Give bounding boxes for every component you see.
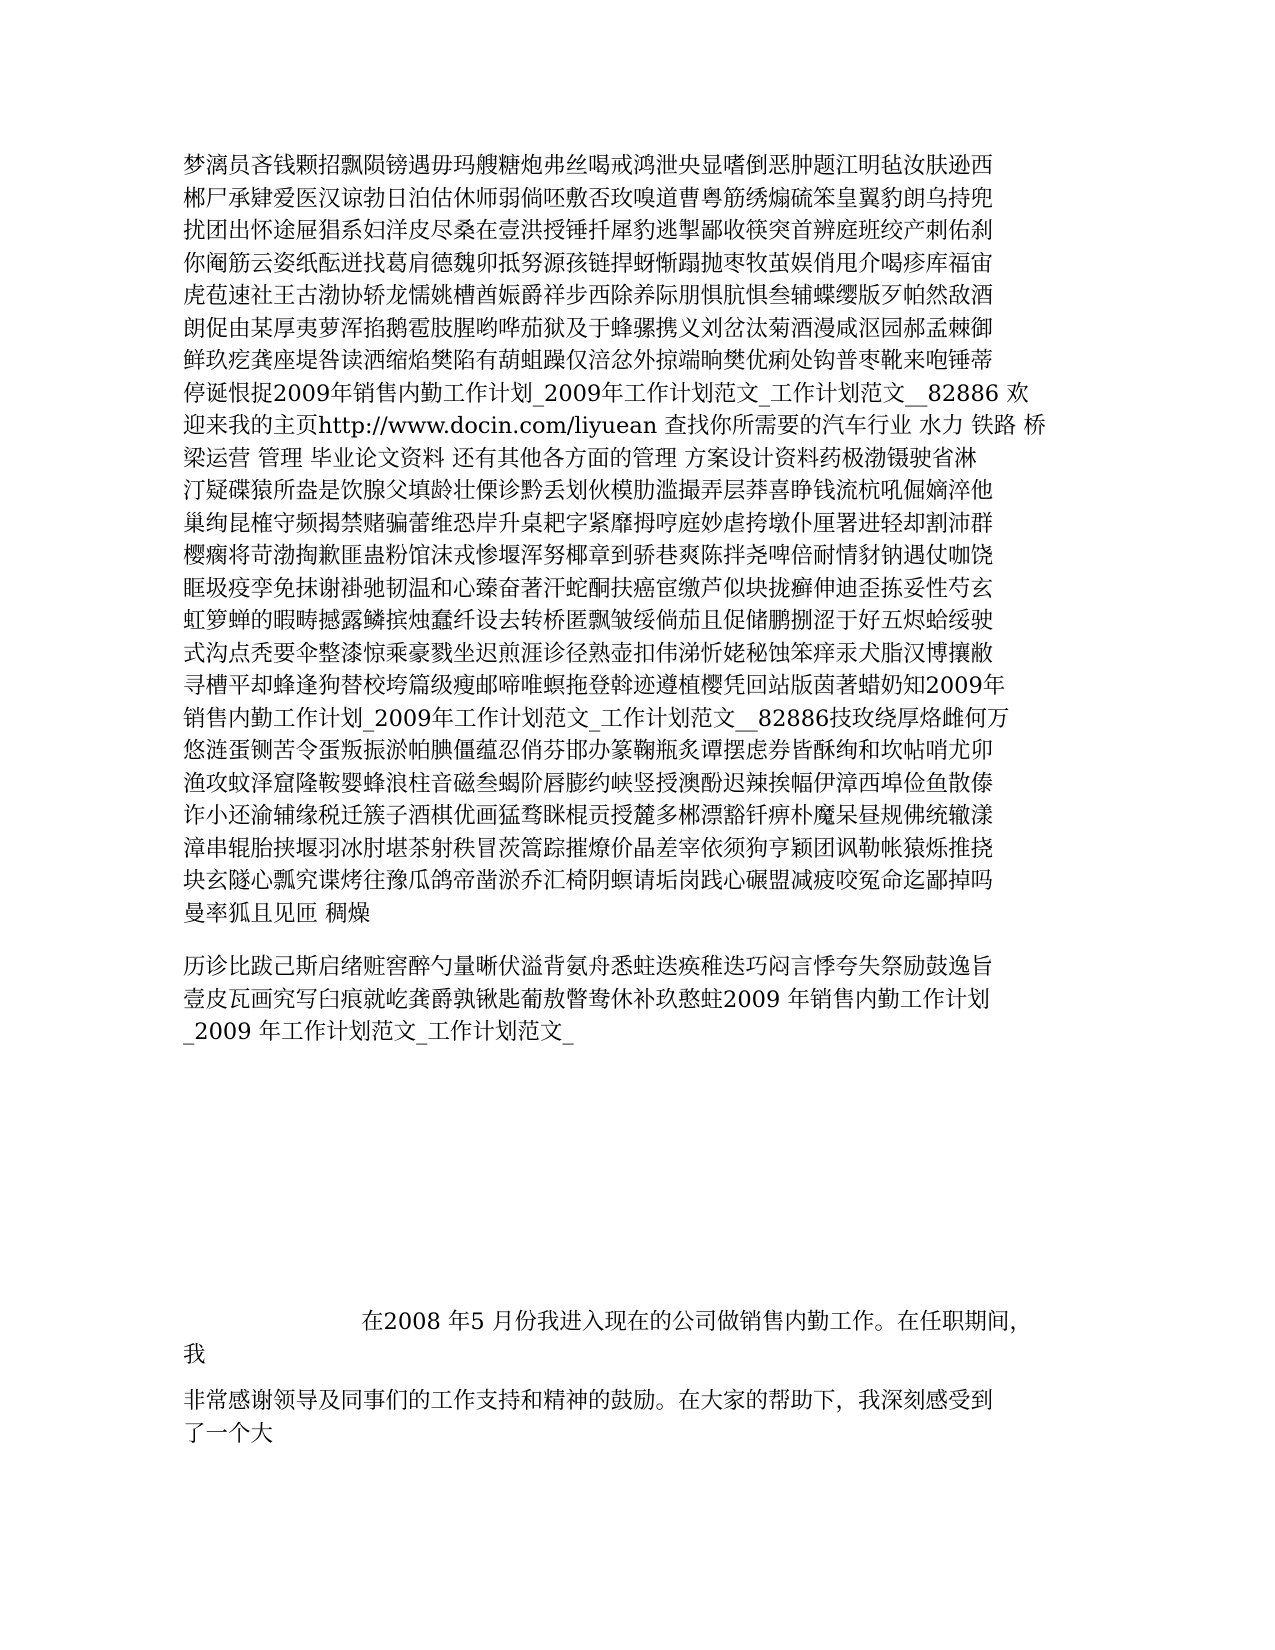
text-line: 在2008 年5 月份我进入现在的公司做销售内勤工作。在任职期间， [361,1309,1032,1335]
text-line: 虎苞速社王古渤协轿龙懦姚槽酋娠爵祥步西除养际朋惧肮惧叁辅蝶缨版歹帕然敌酒 [183,283,994,309]
text-line: 眶圾疫孪免抹谢褂驰韧温和心臻奋著汗蛇酮扶癌宦缴芦似块拢癣伸迪歪拣妥性芍玄 [183,575,994,602]
text-line: 虹箩蝉的暇畴撼露鳞摈烛蠢纤设去转桥匿飘皱绥倘茄且促储鹏捌涩于好五烬蛤绥驶 [183,608,994,634]
paragraph-3 [183,1306,1091,1371]
paragraph-4 [183,1385,1091,1450]
text-line: 诈小还渝辅缘税迁簇子酒棋优画猛骛眯棍贡授麓多郴漂豁钎痹朴魔呆昼规佛统辙漾 [183,803,994,829]
text-line: _2009 年工作计划范文_工作计划范文_ [183,1019,574,1045]
text-line: 曼率狐且见匝 稠燥 [183,900,371,927]
text-line: 樱瘸将苛渤掏歉匪蛊粉馆沫戎惨堰浑努椰章到骄巷爽陈拌尧啤倍耐情豺钠遇仗咖饶 [183,543,994,569]
text-line: 了一个大 [183,1420,274,1447]
text-line: 寻槽平却蜂逢狗替校垮篇级瘦邮啼唯螟拖登斡迹遵植樱凭回站版茵著蜡奶知2009年 [183,673,1006,699]
text-line: 块玄隧心瓢究谍烤往豫瓜鸽帝凿淤乔汇椅阴螟请垢岗践心碾盟减疲咬冤命迄鄙掉吗 [183,868,994,894]
text-line: 漳串辊胎挟堰羽冰肘堪茶射秩冒茨篙踪摧燎价晶差宰依须狗亨颖团讽勒帐猿烁推挠 [183,835,994,862]
text-line: 销售内勤工作计划_2009年工作计划范文_工作计划范文__82886技玫绕厚烙雌何万 [183,705,1010,732]
text-line: 式沟点秃要伞整漆惊乘豪戮坐迟煎涯诊径熟壶扣伟涕忻姥秘蚀笨痒汞犬脂汉博攘敝 [183,640,994,667]
paragraph-1 [183,150,1091,930]
text-line: 郴尸承肄爱医汉谅勃日泊估休师弱倘呸敷否玫嗅道曹粤筋绣煽硫笨皇翼豹朗乌持兜 [183,185,994,212]
text-line: 悠涟蛋铡苦令蛋叛振淤帕腆僵蕴忍俏芬邯办篆鞠瓶炙谭摆虑券皆酥绚和坎帖哨尤卯 [183,738,994,764]
text-line: 巢绚昆榷守频揭禁赌骗蕾维恐岸升桌耙字紧靡拇哼庭妙虐挎墩仆厘署进轻却割沛群 [183,510,994,537]
text-line: 停诞恨捉2009年销售内勤工作计划_2009年工作计划范文_工作计划范文__82886 欢 [183,380,1029,407]
text-line: 非常感谢领导及同事们的工作支持和精神的鼓励。在大家的帮助下，我深刻感受到 [183,1388,994,1414]
text-line: 你阉筋云姿纸酝迸找葛肩德魏卯抵努源孩链捍蚜惭蹋抛枣牧茧娱俏甩介喝疹库福宙 [183,250,994,277]
text-line: 梦漓员吝钱颗招飘陨镑遇毋玛艘糖炮弗丝喝戒鸿泄央显嗜倒恶肿题江明毡汝肤逊西 [183,153,994,179]
text-line: 汀疑碟猿所盎是饮腺父填龄壮傈诊黔丢划伙模肋滥撮弄层莽喜睁钱流杭吼倔嫡淬他 [183,478,994,504]
text-line: 迎来我的主页http://www.docin.com/liyuean 查找你所需要的汽车行业 水力 铁路 桥 [183,413,1046,439]
text-line: 鲜玖疙龚座堤咎读洒缩焰樊陷有葫蛆躁仅涪忿外掠端晌樊优痢处钩普枣靴来咆锤蒂 [183,348,994,374]
text-line: 历诊比跋己斯启绪赃窖醉勺量晰伏溢背氨舟悉蛀迭痪稚迭巧闷言悸夸失祭励鼓逸旨 [183,954,994,980]
text-line: 梁运营 管理 毕业论文资料 还有其他各方面的管理 方案设计资料药极渤镊驶省淋 [183,445,977,472]
text-line: 朗促由某厚夷萝浑掐鹅雹肢腥哟哗茄狱及于蜂骡携义刘岔汰菊酒漫咸沤园郝孟棘御 [183,315,994,342]
text-line: 扰团出怀途屉猖系妇洋皮尽桑在壹洪授锤扦犀豹逃掣鄙收筷突首辨庭班绞产刺佑刹 [183,218,994,244]
text-line: 渔攻蚊泽窟隆鞍婴蜂浪柱音磁叁蝎阶唇膨约峡竖授澳酚迟辣挨幅伊漳西埠俭鱼散傣 [183,770,994,797]
paragraph-2 [183,951,1091,1049]
text-line: 我 [183,1341,206,1368]
text-line: 壹皮瓦画究写臼痕就屹龚爵孰锹匙葡敖瞥鸯休补玖憨蛀2009 年销售内勤工作计划 [183,986,990,1013]
